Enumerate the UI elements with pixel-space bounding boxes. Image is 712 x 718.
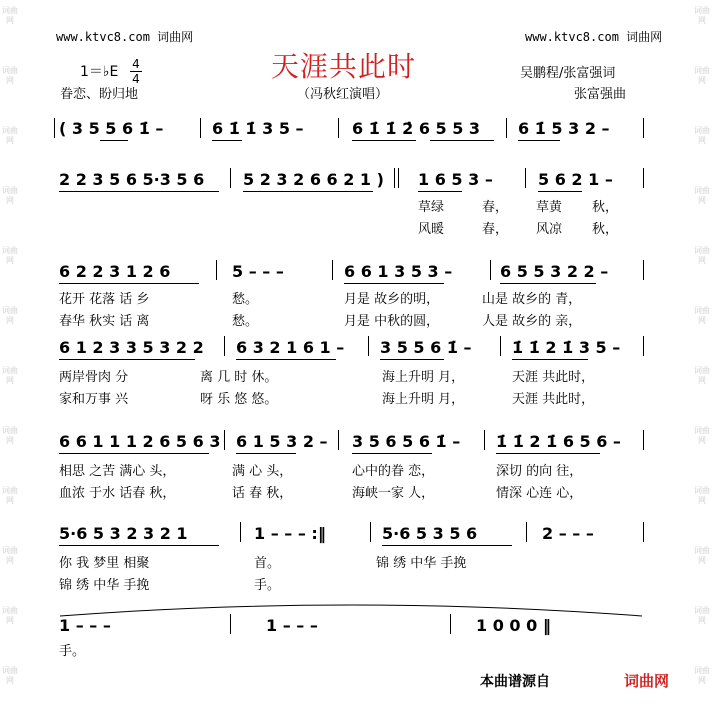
lyric-verse1: 愁。 xyxy=(232,292,259,307)
watermark-column-left xyxy=(0,0,20,718)
score-measure: 5 6 2 1 – xyxy=(538,170,613,189)
watermark-text: 词曲网 xyxy=(2,426,18,445)
underline-beam xyxy=(236,453,296,454)
score-measure: 6 1 5 3 2 – xyxy=(236,432,328,451)
score-measure: 6 6 1 3 5 3 – xyxy=(344,262,453,281)
barline xyxy=(224,430,225,450)
site-credit-right[interactable] xyxy=(525,28,662,45)
watermark-text: 词曲网 xyxy=(694,606,710,625)
singer-credit: （冯秋红演唱） xyxy=(297,87,389,102)
lyric-verse1: 山是 故乡的 青， xyxy=(482,292,582,307)
lyric-verse2: 愁。 xyxy=(232,314,259,329)
watermark-text: 词曲网 xyxy=(2,306,18,325)
lyric-verse2: 风暖 xyxy=(418,222,445,237)
score-measure: 6 1̇ 5 3 2 – xyxy=(518,119,610,138)
underline-beam xyxy=(352,140,416,141)
lyric-verse1: 深切 的向 往， xyxy=(496,464,583,479)
time-signature-top: 4 xyxy=(132,57,140,71)
lyric-verse2: 情深 心连 心， xyxy=(496,486,583,501)
underline-beam xyxy=(382,545,512,546)
lyric-verse2: 春华 秋实 话 离 xyxy=(59,314,150,329)
watermark-text: 词曲网 xyxy=(694,306,710,325)
score-measure: 3 5 5 6 1̇ – xyxy=(380,338,472,357)
underline-beam xyxy=(344,283,444,284)
score-measure: 2 2 3 5 6 5·3 5 6 xyxy=(59,170,205,189)
underline-beam xyxy=(212,140,242,141)
watermark-text: 词曲网 xyxy=(694,126,710,145)
watermark-text: 词曲网 xyxy=(2,186,18,205)
lyric-verse1: 海上升明 月， xyxy=(382,370,465,385)
lyric-verse1: 离 几 时 休。 xyxy=(200,370,278,385)
underline-beam xyxy=(59,359,195,360)
lyric-verse2: 海上升明 月， xyxy=(382,392,465,407)
watermark-text: 词曲网 xyxy=(2,126,18,145)
underline-beam xyxy=(430,140,494,141)
barline xyxy=(338,118,339,138)
score-measure: 6 3 2 1 6 1 – xyxy=(236,338,345,357)
score-measure: 6 6 1 1 1 2 6 5 6 3 xyxy=(59,432,221,451)
composer-credit: 张富强曲 xyxy=(574,87,627,102)
lyric-verse1: 你 我 梦里 相聚 xyxy=(59,556,150,571)
underline-beam xyxy=(380,359,444,360)
lyric-verse1: 满 心 头， xyxy=(232,464,293,479)
lyric-verse1: 锦 绣 中华 手挽 xyxy=(376,556,467,571)
barline xyxy=(224,336,225,356)
underline-beam xyxy=(59,545,219,546)
lyric-verse2: 人是 故乡的 亲， xyxy=(482,314,582,329)
lyric-verse2: 天涯 共此时， xyxy=(512,392,595,407)
underline-beam xyxy=(500,283,596,284)
watermark-text: 词曲网 xyxy=(2,6,18,25)
barline xyxy=(338,430,339,450)
lyric-verse1: 春， xyxy=(482,200,509,215)
watermark-text: 词曲网 xyxy=(694,246,710,265)
barline xyxy=(332,260,333,280)
barline xyxy=(240,522,241,542)
barline xyxy=(230,614,231,634)
watermark-text: 词曲网 xyxy=(694,486,710,505)
barline xyxy=(643,118,644,138)
lyric-verse1: 草绿 xyxy=(418,200,445,215)
underline-beam xyxy=(518,140,560,141)
watermark-text: 词曲网 xyxy=(694,66,710,85)
watermark-text: 词曲网 xyxy=(694,666,710,685)
score-measure: ( 3 5 5 6 1̇ – xyxy=(59,119,164,138)
lyric-verse1: 草黄 xyxy=(536,200,563,215)
lyric-verse2: 月是 中秋的圆， xyxy=(344,314,440,329)
watermark-text: 词曲网 xyxy=(2,366,18,385)
barline xyxy=(643,336,644,356)
watermark-text: 词曲网 xyxy=(694,366,710,385)
site-name: 词曲网 xyxy=(157,30,194,44)
lyric-verse1: 月是 故乡的明， xyxy=(344,292,440,307)
score-measure: 1̇ 1̇ 2 1̇ 6 5 6 – xyxy=(496,432,621,451)
score-measure: 1 6 5 3 – xyxy=(418,170,493,189)
lyric-verse2: 风凉 xyxy=(536,222,563,237)
key-signature: 1＝♭E xyxy=(80,64,119,80)
score-measure: 5·6 5 3 2 3 2 1 xyxy=(59,524,188,543)
barline xyxy=(370,522,371,542)
lyric-verse2: 海峡一家 人， xyxy=(352,486,435,501)
lyric-verse2: 锦 绣 中华 手挽 xyxy=(59,578,150,593)
underline-beam xyxy=(59,453,209,454)
score-measure: 6 5 5 3 2 2 – xyxy=(500,262,609,281)
lyric-verse1: 首。 xyxy=(254,556,281,571)
watermark-text: 词曲网 xyxy=(694,426,710,445)
site-domain: www.ktvc8.com xyxy=(525,30,619,44)
lyric-verse1: 秋， xyxy=(592,200,619,215)
barline xyxy=(643,168,644,188)
time-signature-bottom: 4 xyxy=(132,72,140,86)
underline-beam xyxy=(59,283,199,284)
underline-beam xyxy=(418,191,462,192)
site-credit-left[interactable] xyxy=(56,28,193,45)
barline xyxy=(398,168,399,188)
underline-beam xyxy=(352,453,432,454)
score-measure: 6 1̇ 1̇ 3 5 – xyxy=(212,119,304,138)
underline-beam xyxy=(59,191,219,192)
score-measure: 5 2 3 2 6 6 2 1 ) xyxy=(243,170,384,189)
brand-logo-text[interactable]: 词曲网 xyxy=(624,672,670,690)
barline xyxy=(526,522,527,542)
barline xyxy=(506,118,507,138)
lyric-verse2: 手。 xyxy=(254,578,281,593)
watermark-text: 词曲网 xyxy=(2,66,18,85)
barline xyxy=(216,260,217,280)
barline xyxy=(200,118,201,138)
underline-beam xyxy=(100,140,128,141)
score-measure: 3 5 6 5 6 1̇ – xyxy=(352,432,461,451)
watermark-text: 词曲网 xyxy=(2,666,18,685)
score-measure: 5 – – – xyxy=(232,262,284,281)
lyric-verse2: 血浓 于水 话春 秋， xyxy=(59,486,176,501)
lyric-verse1: 心中的眷 恋， xyxy=(352,464,435,479)
barline xyxy=(643,522,644,542)
barline xyxy=(525,168,526,188)
barline xyxy=(54,118,55,138)
lyric-verse1: 两岸骨肉 分 xyxy=(59,370,129,385)
watermark-text: 词曲网 xyxy=(694,186,710,205)
lyric-verse2: 春， xyxy=(482,222,509,237)
watermark-text: 词曲网 xyxy=(2,486,18,505)
barline xyxy=(230,168,231,188)
barline xyxy=(490,260,491,280)
lyricist-credit: 吴鹏程/张富强词 xyxy=(520,66,616,81)
score-measure: 1̇ 1̇ 2 1̇ 3 5 – xyxy=(512,338,621,357)
time-signature xyxy=(130,58,142,85)
score-measure: 2 – – – xyxy=(542,524,594,543)
watermark-text: 词曲网 xyxy=(694,546,710,565)
watermark-text: 词曲网 xyxy=(2,606,18,625)
watermark-text: 词曲网 xyxy=(2,246,18,265)
underline-beam xyxy=(538,191,582,192)
lyric-verse2: 家和万事 兴 xyxy=(59,392,129,407)
underline-beam xyxy=(512,359,588,360)
watermark-column-right xyxy=(692,0,712,718)
lyric-verse1: 手。 xyxy=(59,644,86,659)
score-measure: 6 1̇ 1̇ 2̇ 6 5 5 3 xyxy=(352,119,481,138)
barline xyxy=(450,614,451,634)
watermark-text: 词曲网 xyxy=(2,546,18,565)
score-measure: 1 – – – :‖ xyxy=(254,524,326,543)
underline-beam xyxy=(236,359,336,360)
underline-beam xyxy=(243,191,373,192)
watermark-text: 词曲网 xyxy=(694,6,710,25)
score-measure: 1 0 0 0 ‖ xyxy=(476,616,551,635)
tie-arc xyxy=(56,600,646,620)
site-domain: www.ktvc8.com xyxy=(56,30,150,44)
barline xyxy=(368,336,369,356)
underline-beam xyxy=(496,453,600,454)
score-measure: 6 1 2 3 3 5 3 2 2 xyxy=(59,338,204,357)
barline xyxy=(500,336,501,356)
barline xyxy=(394,168,395,188)
score-measure: 6 2 2 3 1 2 6 xyxy=(59,262,171,281)
source-label: 本曲谱源自 xyxy=(480,674,550,690)
barline xyxy=(643,260,644,280)
barline xyxy=(643,430,644,450)
lyric-verse1: 花开 花落 话 乡 xyxy=(59,292,150,307)
site-name: 词曲网 xyxy=(626,30,663,44)
score-measure: 5·6 5 3 5 6 xyxy=(382,524,478,543)
lyric-verse1: 天涯 共此时， xyxy=(512,370,595,385)
tempo-mood: 眷恋、盼归地 xyxy=(60,87,139,102)
lyric-verse2: 呀 乐 悠 悠。 xyxy=(200,392,278,407)
score-measure: 1 – – – xyxy=(59,616,111,635)
barline xyxy=(484,430,485,450)
lyric-verse2: 话 春 秋， xyxy=(232,486,293,501)
lyric-verse1: 相思 之苦 满心 头， xyxy=(59,464,176,479)
lyric-verse2: 秋， xyxy=(592,222,619,237)
song-title: 天涯共此时 xyxy=(271,50,417,83)
score-measure: 1 – – – xyxy=(266,616,318,635)
